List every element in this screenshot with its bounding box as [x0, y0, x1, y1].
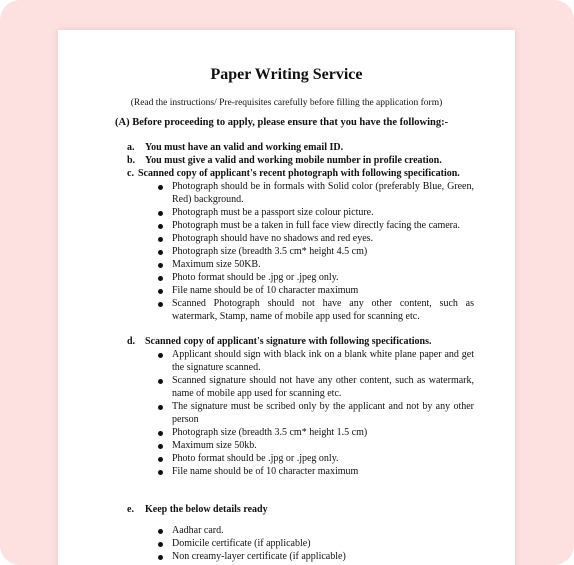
bullet-icon: [158, 224, 163, 229]
bullet-icon: [158, 405, 163, 410]
photo-spec-item: Photograph size (breadth 3.5 cm* height 4.5 cm): [172, 246, 368, 257]
photo-spec-item: Photograph should have no shadows and red eyes.: [172, 233, 374, 244]
photo-spec-item: Maximum size 50KB.: [172, 259, 261, 270]
bullet-icon: [158, 444, 163, 449]
bullet-icon: [158, 276, 163, 281]
bullet-icon: [158, 470, 163, 475]
document-page: [58, 30, 515, 565]
photo-spec-item: Photograph must be a taken in full face view directly facing the camera.: [172, 220, 460, 231]
detail-item: Non creamy-layer certificate (if applicable): [172, 551, 346, 562]
photo-spec-item: Scanned Photograph should not have any other content, such as watermark, Stamp, name of mobile app used for scanning etc.: [172, 298, 474, 322]
bullet-icon: [158, 353, 163, 358]
item-marker-e: e.: [127, 504, 134, 515]
photo-spec-item: Photograph should be in formals with Solid color (preferably Blue, Green, Red) background.: [172, 181, 474, 205]
detail-item: Domicile certificate (if applicable): [172, 538, 311, 549]
photo-spec-item: Photograph must be a passport size colour picture.: [172, 207, 374, 218]
bullet-icon: [158, 237, 163, 242]
item-marker-b: b.: [127, 155, 136, 166]
item-marker-a: a.: [127, 142, 135, 153]
item-text-b: You must give a valid and working mobile number in profile creation.: [145, 155, 442, 166]
document-subtitle: (Read the instructions/ Pre-requisites carefully before filling the application form): [130, 98, 443, 108]
item-text-c: Scanned copy of applicant's recent photograph with following specification.: [138, 168, 460, 179]
signature-spec-item: Photograph size (breadth 3.5 cm* height 1.5 cm): [172, 427, 368, 438]
item-text-e: Keep the below details ready: [145, 504, 268, 515]
bullet-icon: [158, 211, 163, 216]
detail-item: Aadhar card.: [172, 525, 224, 536]
bullet-icon: [158, 542, 163, 547]
photo-spec-item: Photo format should be .jpg or .jpeg only.: [172, 272, 339, 283]
signature-spec-item: Applicant should sign with black ink on a blank white plane paper and get the signature scanned.: [172, 349, 474, 373]
bullet-icon: [158, 302, 163, 307]
photo-spec-item: File name should be of 10 character maximum: [172, 285, 359, 296]
signature-spec-item: File name should be of 10 character maximum: [172, 466, 359, 477]
bullet-icon: [158, 185, 163, 190]
signature-spec-item: Photo format should be .jpg or .jpeg only.: [172, 453, 339, 464]
bullet-icon: [158, 379, 163, 384]
signature-spec-item: The signature must be scribed only by the applicant and not by any other person: [172, 401, 474, 425]
item-text-a: You must have an valid and working email ID.: [145, 142, 344, 153]
document-title: Paper Writing Service: [210, 66, 363, 83]
signature-spec-item: Scanned signature should not have any other content, such as watermark, name of mobile app used for scanning etc.: [172, 375, 474, 399]
bullet-icon: [158, 457, 163, 462]
bullet-icon: [158, 431, 163, 436]
item-text-d: Scanned copy of applicant's signature with following specifications.: [145, 336, 432, 347]
bullet-icon: [158, 250, 163, 255]
bullet-icon: [158, 263, 163, 268]
item-marker-d: d.: [127, 336, 136, 347]
bullet-icon: [158, 289, 163, 294]
item-marker-c: c.: [127, 168, 134, 179]
bullet-icon: [158, 529, 163, 534]
bullet-icon: [158, 555, 163, 560]
section-heading: (A) Before proceeding to apply, please ensure that you have the following:-: [115, 117, 449, 128]
signature-spec-item: Maximum size 50kb.: [172, 440, 257, 451]
